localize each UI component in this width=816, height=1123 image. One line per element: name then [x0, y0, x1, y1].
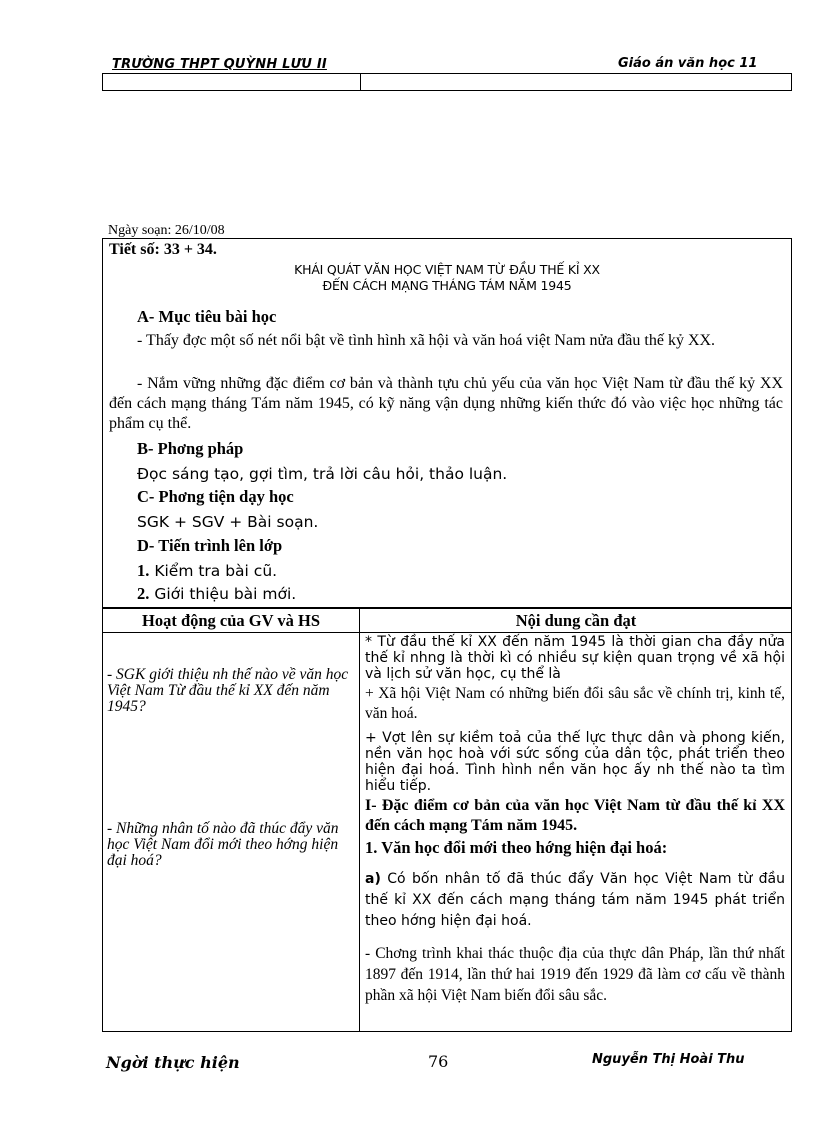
author-label: Ngời thực hiện	[106, 1053, 240, 1072]
step-1-text: Kiểm tra bài cũ.	[154, 562, 278, 580]
header-divider	[360, 74, 361, 90]
subsection-1-heading: 1. Văn học đổi mới theo hớng hiện đại hoá:	[365, 838, 668, 857]
section-a-heading: A- Mục tiêu bài học	[137, 307, 277, 326]
lesson-number: Tiết số: 33 + 34.	[109, 241, 217, 258]
factors-label: a)	[365, 871, 381, 887]
content-factors	[365, 869, 785, 932]
step-2-number: 2.	[137, 584, 150, 603]
content-header: Nội dung cần đạt	[515, 611, 637, 630]
author-name: Nguyễn Thị Hoài Thu	[592, 1052, 745, 1067]
section-i-heading: I- Đặc điểm cơ bản của văn học Việt Nam từ đầu thế kỉ XX đến cách mạng Tám năm 1945.	[365, 797, 785, 834]
question-1: - SGK giới thiệu nh thế nào về văn học Việt Nam Từ đầu thế kỉ XX đến năm 1945?	[107, 666, 349, 715]
preparation-date: Ngày soạn: 26/10/08	[108, 223, 225, 238]
teacher-student-header: Hoạt động của GV và HS	[141, 611, 321, 630]
content-point-2: + Vợt lên sự kiềm toả của thế lực thực dân và phong kiến, nền văn học hoà với sức sống của dân tộc, phát triển theo hiện đại hoá. Tình hình nền văn học ấy nh thế nào ta tìm hiểu tiếp.	[365, 730, 785, 794]
content-intro: * Từ đầu thế kỉ XX đến năm 1945 là thời gian cha đầy nửa thế kỉ nhng là thời kì có nhiều sự kiện quan trọng về xã hội và lịch sử văn học, cụ thể là	[365, 634, 785, 682]
content-point-1: + Xã hội Việt Nam có những biến đổi sâu sắc về chính trị, kinh tế, văn hoá.	[365, 685, 785, 722]
header-row-divider	[103, 632, 791, 633]
activity-table	[102, 608, 792, 1032]
materials-text: SGK + SGV + Bài soạn.	[137, 513, 319, 531]
objective-2	[109, 374, 783, 434]
lesson-box	[102, 238, 792, 608]
section-d-heading: D- Tiến trình lên lớp	[137, 536, 283, 555]
method-text: Đọc sáng tạo, gợi tìm, trả lời câu hỏi, thảo luận.	[137, 465, 508, 483]
header-box	[102, 73, 792, 91]
step-1-number: 1.	[137, 561, 150, 580]
section-b-heading: B- Phơng pháp	[137, 439, 244, 458]
objective-1	[109, 331, 783, 351]
lesson-title-line1: KHÁI QUÁT VĂN HỌC VIỆT NAM TỪ ĐẦU THẾ KỈ XX	[294, 262, 600, 277]
content-colonial: - Chơng trình khai thác thuộc địa của thực dân Pháp, lần thứ nhất 1897 đến 1914, lần thứ hai 1919 đến 1929 đã làm cơ cấu về thành phần xã hội Việt Nam biến đổi sâu sắc.	[365, 945, 785, 1004]
column-divider	[359, 609, 360, 1031]
page-number: 76	[428, 1052, 449, 1071]
objective-1-text: - Thấy đợc một số nét nổi bật về tình hình xã hội và văn hoá việt Nam nửa đầu thế kỷ XX.	[137, 332, 716, 349]
school-name: TRƯỜNG THPT QUỲNH LƯU II	[112, 57, 327, 72]
objective-2-text: - Nắm vững những đặc điểm cơ bản và thành tựu chủ yếu của văn học Việt Nam từ đầu thế kỷ XX đến cách mạng tháng Tám năm 1945, có kỹ năng vận dụng những kiến thức đó vào việc học những tác phẩm cụ thể.	[109, 375, 783, 432]
step-2	[137, 584, 296, 604]
factors-text: Có bốn nhân tố đã thúc đẩy Văn học Việt Nam từ đầu thế kỉ XX đến cách mạng tháng tám năm 1945 phát triển theo hớng hiện đại hoá.	[365, 871, 785, 929]
document-subject: Giáo án văn học 11	[618, 56, 758, 71]
question-2: - Những nhân tố nào đã thúc đẩy văn học Việt Nam đổi mới theo hớng hiện đại hoá?	[107, 820, 339, 869]
step-2-text: Giới thiệu bài mới.	[154, 585, 297, 603]
step-1	[137, 561, 277, 581]
lesson-title-line2: ĐẾN CÁCH MẠNG THÁNG TÁM NĂM 1945	[322, 278, 572, 293]
section-c-heading: C- Phơng tiện dạy học	[137, 487, 294, 506]
